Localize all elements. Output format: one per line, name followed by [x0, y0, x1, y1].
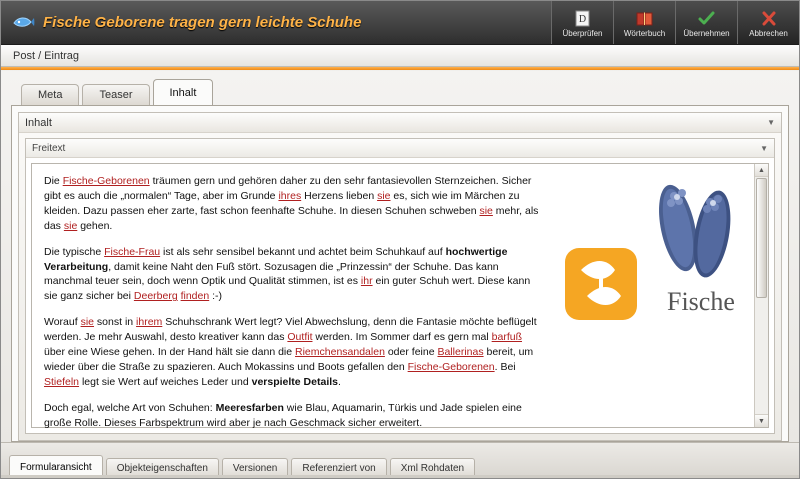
tab-meta-label: Meta [38, 89, 63, 101]
editor-bold-text: hochwertige Verarbeitung [44, 245, 508, 273]
editor-bold-text: verspielte Details [251, 375, 338, 388]
scroll-up-button[interactable]: ▲ [755, 164, 768, 177]
footer-tab-versionen-label: Versionen [232, 463, 278, 474]
footer-tab-bar [1, 442, 799, 478]
footer-tab-referenziert-von-label: Referenziert von [302, 463, 376, 474]
editor-link[interactable]: ihres [278, 189, 302, 202]
editor-link[interactable]: Riemchensandalen [295, 346, 385, 359]
editor-text: :-) [209, 290, 223, 303]
editor-text: wie Blau, Aquamarin, Türkis und Jade spielen eine große Rolle. Dieses Farbspektrum wird aber je nach Geschmack sicher erweitert. [44, 401, 522, 429]
artwork-caption: Fische [667, 287, 735, 316]
editor-text: Die typische [44, 245, 105, 258]
tab-teaser-label: Teaser [99, 89, 133, 101]
svg-text:D: D [578, 13, 587, 25]
scroll-down-button[interactable]: ▼ [755, 414, 768, 427]
tab-inhalt-label: Inhalt [169, 86, 197, 99]
window-title: Fische Geborene tragen gern leichte Schuhe [43, 14, 362, 31]
section-inhalt [18, 112, 782, 441]
check-document-button[interactable] [551, 1, 613, 44]
tab-inhalt[interactable] [153, 79, 214, 105]
main-content [1, 71, 799, 442]
editor-paragraph [44, 315, 544, 390]
footer-tab-formularansicht-label: Formularansicht [20, 461, 92, 473]
section-inhalt-body [19, 133, 781, 440]
editor-text: , damit keine Naht den Fuß stört. Sozusagen die „Prinzessin“ der Schuhe. Das kann manchmal teuer sein, doch wenn Optik und Qualität stimmen, ist es [44, 260, 499, 288]
cancel-label: Abbrechen [749, 29, 788, 38]
editor-text: sonst in [94, 316, 137, 329]
editor-text: legt sie Wert auf weiches Leder und [79, 375, 252, 388]
editor-text: gehen. [77, 219, 113, 232]
scrollbar-thumb[interactable] [756, 178, 767, 298]
breadcrumb-text: Post / Eintrag [13, 49, 80, 62]
title-bar [1, 1, 799, 45]
editor-link[interactable]: Fische-Geborenen [62, 175, 150, 187]
chevron-down-icon[interactable]: ▼ [767, 118, 775, 127]
editor-text: Herzens lieben [301, 189, 378, 202]
title-bar-actions [551, 1, 799, 44]
tab-panel-inhalt [11, 105, 789, 442]
editor-link[interactable]: Stiefeln [44, 375, 80, 388]
document-check-icon [574, 9, 591, 27]
breadcrumb [1, 45, 799, 67]
subsection-freitext [25, 138, 775, 434]
editor-paragraph [44, 401, 544, 431]
subsection-freitext-header[interactable] [26, 139, 774, 158]
editor-paragraph [44, 174, 544, 234]
editor-link[interactable]: barfuß [491, 331, 522, 344]
apply-button[interactable] [675, 1, 737, 44]
editor-link[interactable]: ihrem [136, 316, 163, 329]
editor-text: Die [44, 175, 63, 187]
dictionary-label: Wörterbuch [623, 29, 666, 38]
editor-text: bereit, um wieder über die Straße zu spazieren. Auch Mokassins und Boots gefallen den [44, 346, 534, 373]
editor-text: es, sich wie im Märchen zu kleiden. Dazu passen eher zarte, fast schon feenhafte Schuhe. In diesen Schuhen schweben [44, 189, 520, 217]
editor-link[interactable]: Fische-Frau [104, 245, 161, 258]
editor-link[interactable]: finden [180, 290, 210, 303]
editor-text: werden. Im Sommer darf es gern mal [312, 331, 492, 344]
editor-text: . Bei [494, 360, 516, 373]
editor-paragraph [44, 245, 544, 305]
editor-text: Worauf [44, 316, 81, 329]
check-icon [698, 9, 716, 27]
editor-link[interactable]: sie [377, 189, 391, 202]
cancel-button[interactable] [737, 1, 799, 44]
editor-scrollbar[interactable] [754, 164, 768, 427]
footer-strip [1, 475, 799, 478]
footer-tab-xml-rohdaten-label: Xml Rohdaten [400, 463, 465, 474]
editor-text: . [338, 375, 341, 388]
editor-content[interactable] [32, 164, 754, 427]
tab-bar [21, 79, 789, 105]
fish-icon [11, 11, 35, 35]
section-inhalt-header[interactable] [19, 113, 781, 133]
dictionary-button[interactable] [613, 1, 675, 44]
editor-link[interactable]: ihr [360, 275, 373, 288]
editor-text: oder feine [384, 346, 438, 359]
apply-label: Übernehmen [683, 29, 730, 38]
tab-teaser[interactable] [82, 84, 149, 105]
editor-link[interactable]: Ballerinas [437, 346, 484, 359]
footer-tab-objekteigenschaften-label: Objekteigenschaften [116, 463, 208, 474]
close-icon [761, 9, 777, 27]
editor-link[interactable]: Deerberg [133, 290, 178, 303]
section-inhalt-title: Inhalt [25, 116, 52, 129]
editor-text: ist als sehr sensibel bekannt und achtet beim Schuhkauf auf [160, 245, 446, 258]
subsection-freitext-title: Freitext [32, 142, 66, 154]
editor-text: träumen gern und gehören daher zu den sehr fantasievollen Sternzeichen. Sicher gibt es auch die „normalen“ Tage, aber im Grunde [44, 175, 532, 202]
book-icon [636, 9, 653, 27]
accent-rule [1, 67, 799, 70]
editor-link[interactable]: sie [63, 219, 78, 232]
editor-link[interactable]: Fische-Geborenen [407, 360, 495, 373]
editor-text: Doch egal, welche Art von Schuhen: [44, 401, 216, 414]
tab-meta[interactable] [21, 84, 79, 105]
editor-bold-text: Meeresfarben [215, 401, 284, 414]
editor-link[interactable]: sie [479, 204, 493, 217]
editor-text: Schuhschrank Wert legt? Viel Abwechslung, denn die Fantasie möchte beflügelt werden. Je mehr Auswahl, desto kreativer kann das [44, 316, 537, 344]
check-document-label: Überprüfen [562, 29, 603, 38]
editor-text: mehr, als das [44, 204, 539, 232]
editor-link[interactable]: sie [80, 316, 95, 329]
chevron-down-icon[interactable]: ▼ [760, 143, 768, 153]
editor-text: über eine Wiese gehen. In der Hand hält sie dann die [44, 346, 296, 359]
editor-text: ein guter Schuh wert. Diese kann sie ganz sicher bei [44, 275, 531, 303]
rich-text-editor[interactable] [31, 163, 769, 428]
editor-link[interactable]: Outfit [287, 331, 313, 344]
